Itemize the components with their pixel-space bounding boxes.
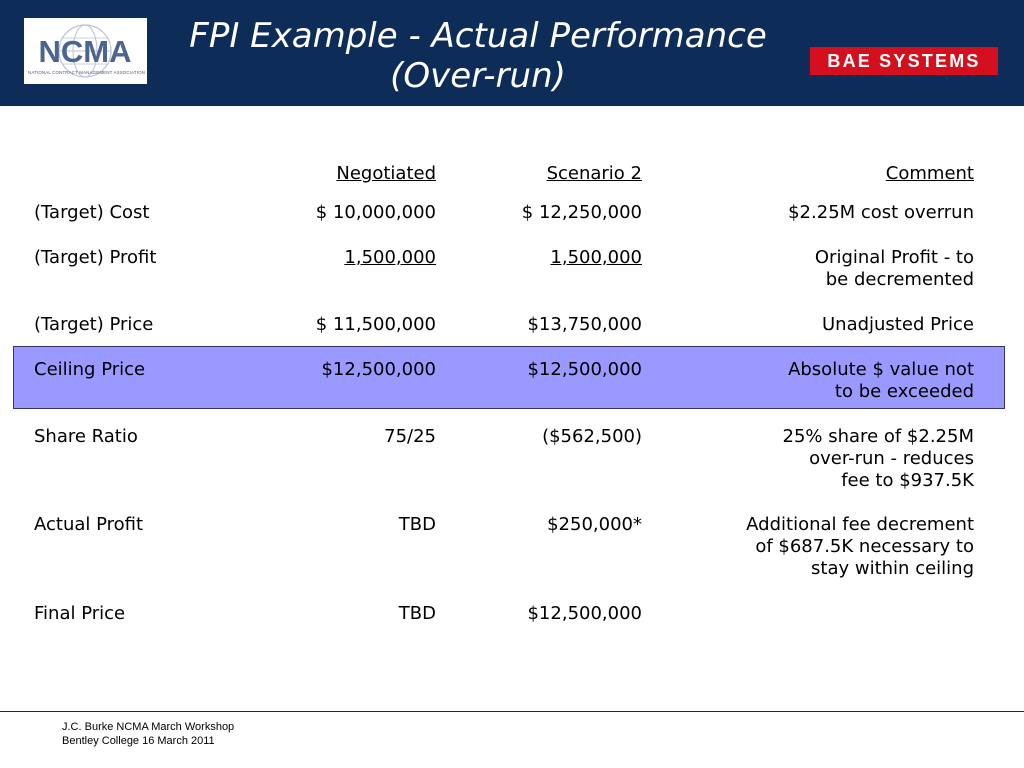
row-label: Ceiling Price <box>34 359 146 380</box>
footer-divider <box>0 711 1024 712</box>
row-negotiated: TBD <box>398 514 436 535</box>
row-negotiated: TBD <box>398 603 436 624</box>
row-label: (Target) Cost <box>34 202 150 223</box>
row-scenario2: 1,500,000 <box>550 247 642 268</box>
row-comment: Absolute $ value not to be exceeded <box>788 359 974 402</box>
row-label: (Target) Price <box>34 314 154 335</box>
header-scenario2: Scenario 2 <box>546 163 642 184</box>
row-scenario2: $250,000* <box>547 514 642 535</box>
row-comment: 25% share of $2.25M over-run - reduces fee to $937.5K <box>782 426 974 491</box>
page-title-line1: FPI Example - Actual Performance <box>189 16 767 56</box>
footer-line2: Bentley College 16 March 2011 <box>62 735 215 747</box>
row-scenario2: $12,500,000 <box>527 603 642 624</box>
row-negotiated: 1,500,000 <box>344 247 436 268</box>
row-comment: Original Profit - to be decremented <box>814 247 974 290</box>
row-comment: $2.25M cost overrun <box>788 202 974 223</box>
row-negotiated: $ 11,500,000 <box>315 314 436 335</box>
row-label: Final Price <box>34 603 126 624</box>
row-label: Actual Profit <box>34 514 144 535</box>
row-comment: Additional fee decrement of $687.5K necessary to stay within ceiling <box>746 514 974 579</box>
bae-systems-logo: BAE SYSTEMS <box>810 47 998 75</box>
row-negotiated: $ 10,000,000 <box>315 202 436 223</box>
row-scenario2: ($562,500) <box>542 426 642 447</box>
ncma-logo-caption: NATIONAL CONTRACT MANAGEMENT ASSOCIATION <box>28 70 146 75</box>
footer-line1: J.C. Burke NCMA March Workshop <box>62 721 235 733</box>
header-comment: Comment <box>885 163 974 184</box>
page-title-line2: (Over-run) <box>390 56 566 96</box>
footer <box>62 720 234 748</box>
row-negotiated: 75/25 <box>384 426 436 447</box>
row-scenario2: $13,750,000 <box>527 314 642 335</box>
row-negotiated: $12,500,000 <box>321 359 436 380</box>
row-comment: Unadjusted Price <box>821 314 974 335</box>
row-scenario2: $12,500,000 <box>527 359 642 380</box>
row-label: Share Ratio <box>34 426 138 447</box>
row-scenario2: $ 12,250,000 <box>521 202 642 223</box>
header-negotiated: Negotiated <box>336 163 436 184</box>
ncma-logo-text: NCMA <box>38 34 132 69</box>
row-label: (Target) Profit <box>34 247 157 268</box>
